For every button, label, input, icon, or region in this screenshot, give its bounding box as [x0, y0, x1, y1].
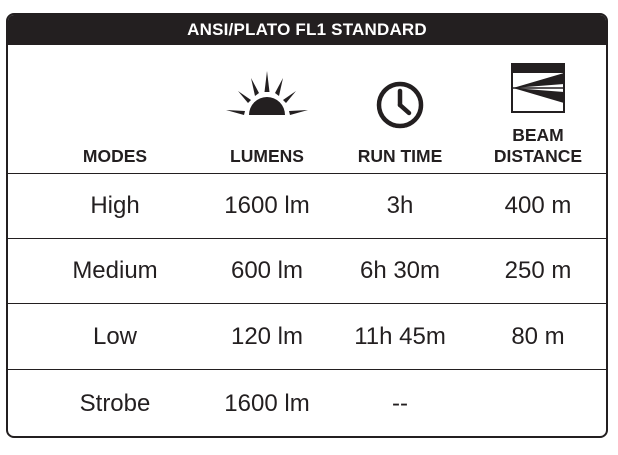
run-time-cell: 11h 45m	[354, 322, 446, 350]
header-modes	[43, 45, 187, 173]
run-time-cell: 6h 30m	[359, 257, 441, 284]
table-row	[8, 370, 606, 438]
header-row	[8, 45, 606, 174]
beam-distance-cell: 80 m	[511, 322, 565, 350]
header-beam-distance	[472, 45, 604, 173]
header-lumens	[197, 45, 337, 173]
table-row	[8, 174, 606, 239]
mode-cell: Medium	[72, 257, 158, 284]
header-beam-distance-label: BEAM DISTANCE	[493, 125, 583, 166]
spec-table	[6, 13, 608, 438]
table-row	[8, 304, 606, 370]
clock-icon	[375, 80, 425, 130]
beam-distance-icon	[510, 62, 566, 114]
mode-cell: High	[90, 192, 140, 219]
lumens-cell: 120 lm	[230, 322, 304, 350]
table-row	[8, 239, 606, 304]
beam-distance-cell	[472, 370, 604, 438]
mode-cell: Low	[92, 322, 138, 350]
sunburst-icon	[222, 69, 312, 127]
run-time-cell: 3h	[386, 192, 414, 219]
lumens-cell: 600 lm	[230, 257, 304, 284]
lumens-cell: 1600 lm	[224, 192, 310, 219]
header-modes-label: MODES	[82, 146, 148, 166]
table-title: ANSI/PLATO FL1 STANDARD	[8, 15, 606, 45]
header-lumens-label: LUMENS	[230, 146, 304, 166]
beam-distance-cell: 400 m	[504, 192, 572, 219]
mode-cell: Strobe	[79, 390, 151, 417]
lumens-cell: 1600 lm	[224, 390, 310, 417]
run-time-cell: --	[392, 390, 408, 417]
header-run-time-label: RUN TIME	[357, 146, 443, 166]
beam-distance-cell: 250 m	[504, 257, 572, 284]
header-run-time	[332, 45, 468, 173]
